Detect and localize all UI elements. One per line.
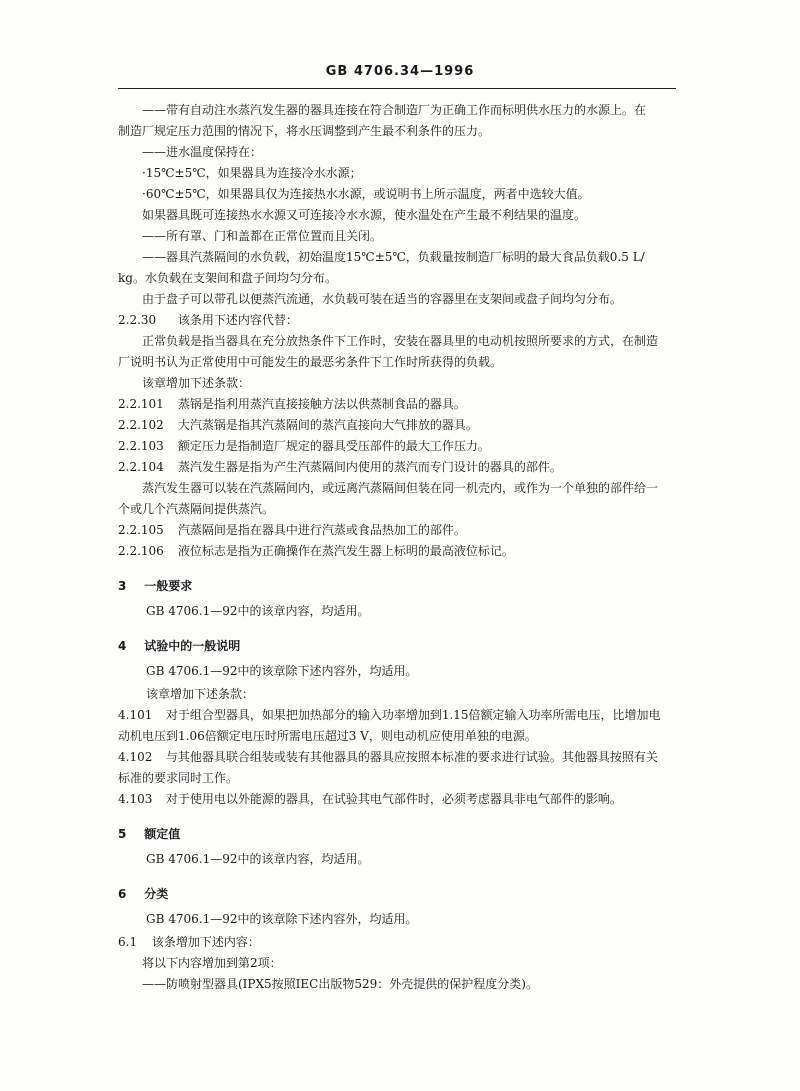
header-rule xyxy=(118,88,676,89)
paragraph-line: ——防喷射型器具(IPX5按照IEC出版物529：外壳提供的保护程度分类)。 xyxy=(142,977,538,991)
section-number: 4 xyxy=(118,639,127,653)
clause-text: 与其他器具联合组装或装有其他器具的器具应按照本标准的要求进行试验。其他器具按照有关 xyxy=(165,750,658,764)
clause-number: 2.2.102 xyxy=(118,418,164,432)
clause-number: 2.2.104 xyxy=(118,460,164,474)
paragraph-line: GB 4706.1—92中的该章内容，均适用。 xyxy=(146,852,370,866)
clause-4-102 xyxy=(118,747,676,768)
paragraph-line: ·60℃±5℃，如果器具仅为连接热水水源，或说明书上所示温度，两者中选较大值。 xyxy=(142,187,590,201)
paragraph-line: kg。水负载在支架间和盘子间均匀分布。 xyxy=(118,271,337,285)
clause-2-2-106 xyxy=(118,541,676,562)
clause-4-103 xyxy=(118,789,676,810)
clause-text: 该条用下述内容代替： xyxy=(177,313,298,327)
section-title: 一般要求 xyxy=(144,579,193,593)
page-header: GB 4706.34—1996 xyxy=(325,64,475,79)
paragraph-line: 制造厂规定压力范围的情况下，将水压调整到产生最不利条件的压力。 xyxy=(118,124,491,138)
clause-number: 4.101 xyxy=(118,708,153,722)
clause-number: 4.103 xyxy=(118,792,153,806)
paragraph-line: ——进水温度保持在： xyxy=(142,145,263,159)
paragraph-line: ·15℃±5℃，如果器具为连接冷水水源； xyxy=(142,166,362,180)
clause-text: 对于使用电以外能源的器具，在试验其电气部件时，必须考虑器具非电气部件的影响。 xyxy=(165,792,622,806)
paragraph-line: 个或几个汽蒸隔间提供蒸汽。 xyxy=(118,502,275,516)
section-number: 6 xyxy=(118,887,127,901)
paragraph-line: GB 4706.1—92中的该章除下述内容外，均适用。 xyxy=(146,912,418,926)
paragraph-line: ——器具汽蒸隔间的水负载，初始温度15℃±5℃，负载量按制造厂标明的最大食品负载0.5 L/ xyxy=(142,250,645,264)
section-number: 5 xyxy=(118,827,127,841)
clause-text: 大汽蒸锅是指其汽蒸隔间的蒸汽直接向大气排放的器具。 xyxy=(177,418,478,432)
clause-text: 汽蒸隔间是指在器具中进行汽蒸或食品热加工的部件。 xyxy=(177,523,466,537)
section-title: 试验中的一般说明 xyxy=(144,639,241,653)
section-heading-6 xyxy=(118,884,676,905)
clause-4-101 xyxy=(118,705,676,726)
clause-number: 2.2.103 xyxy=(118,439,164,453)
paragraph-line: GB 4706.1—92中的该章除下述内容外，均适用。 xyxy=(146,664,418,678)
paragraph-line: 厂说明书认为正常使用中可能发生的最恶劣条件下工作时所获得的负载。 xyxy=(118,355,503,369)
document-body xyxy=(118,100,676,995)
section-heading-5 xyxy=(118,824,676,845)
clause-number: 4.102 xyxy=(118,750,153,764)
paragraph-line: 标准的要求同时工作。 xyxy=(118,771,239,785)
clause-number: 2.2.30 xyxy=(118,313,157,327)
paragraph-line: 蒸汽发生器可以装在汽蒸隔间内，或远离汽蒸隔间但装在同一机壳内，或作为一个单独的部件给一 xyxy=(142,481,659,495)
paragraph-line: GB 4706.1—92中的该章内容，均适用。 xyxy=(146,604,370,618)
paragraph-line: 该章增加下述条款： xyxy=(146,687,255,701)
clause-2-2-104 xyxy=(118,457,676,478)
clause-text: 蒸锅是指利用蒸汽直接接触方法以供蒸制食品的器具。 xyxy=(177,397,466,411)
clause-2-2-101 xyxy=(118,394,676,415)
clause-text: 液位标志是指为正确操作在蒸汽发生器上标明的最高液位标记。 xyxy=(177,544,514,558)
clause-2-2-105 xyxy=(118,520,676,541)
clause-number: 2.2.101 xyxy=(118,397,164,411)
clause-2-2-102 xyxy=(118,415,676,436)
clause-number: 2.2.105 xyxy=(118,523,164,537)
clause-2-2-30 xyxy=(118,310,676,331)
clause-text: 额定压力是指制造厂规定的器具受压部件的最大工作压力。 xyxy=(177,439,490,453)
paragraph-line: 由于盘子可以带孔以便蒸汽流通，水负载可装在适当的容器里在支架间或盘子间均匀分布。 xyxy=(142,292,623,306)
clause-6-1 xyxy=(118,932,676,953)
section-title: 额定值 xyxy=(144,827,181,841)
paragraph-line: ——带有自动注水蒸汽发生器的器具连接在符合制造厂为正确工作而标明供水压力的水源上。在 xyxy=(142,103,647,117)
clause-text: 对于组合型器具，如果把加热部分的输入功率增加到1.15倍额定输入功率所需电压，比增加电 xyxy=(165,708,661,722)
section-title: 分类 xyxy=(144,887,169,901)
clause-number: 2.2.106 xyxy=(118,544,164,558)
section-number: 3 xyxy=(118,579,127,593)
clause-text: 该条增加下述内容： xyxy=(151,935,260,949)
section-heading-3 xyxy=(118,576,676,597)
paragraph-line: 该章增加下述条款： xyxy=(142,376,251,390)
paragraph-line: ——所有罩、门和盖都在正常位置而且关闭。 xyxy=(142,229,383,243)
paragraph-line: 动机电压到1.06倍额定电压时所需电压超过3 V，则电动机应使用单独的电源。 xyxy=(118,729,537,743)
clause-2-2-103 xyxy=(118,436,676,457)
clause-text: 蒸汽发生器是指为产生汽蒸隔间内使用的蒸汽而专门设计的器具的部件。 xyxy=(177,460,562,474)
section-heading-4 xyxy=(118,636,676,657)
paragraph-line: 正常负载是指当器具在充分放热条件下工作时，安装在器具里的电动机按照所要求的方式，在制造 xyxy=(142,334,659,348)
paragraph-line: 如果器具既可连接热水水源又可连接冷水水源，使水温处在产生最不利结果的温度。 xyxy=(142,208,587,222)
paragraph-line: 将以下内容增加到第2项： xyxy=(142,956,282,970)
clause-number: 6.1 xyxy=(118,935,138,949)
